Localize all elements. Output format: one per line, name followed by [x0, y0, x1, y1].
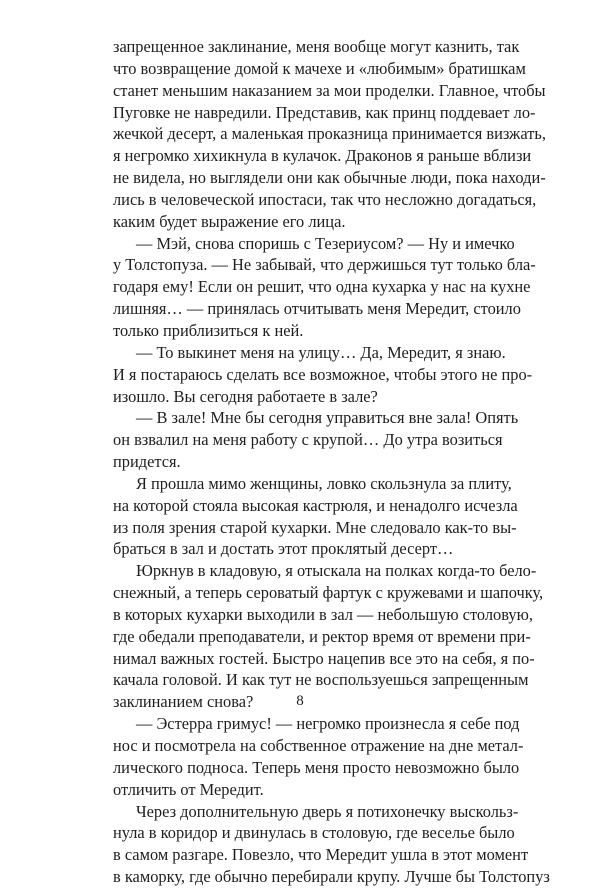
text-line: качала головой. И как тут не воспользуешься запрещенным	[113, 670, 529, 690]
text-line: снежный, а теперь сероватый фартук с кружевами и шапочку,	[113, 583, 544, 603]
text-line: в самом разгаре. Повезло, что Мередит ушла в этот момент	[113, 845, 529, 865]
text-line: Юркнув в кладовую, я отыскала на полках когда-то бело-	[136, 561, 537, 581]
text-line: я негромко хихикнула в кулачок. Драконов я раньше вблизи	[113, 146, 532, 166]
text-line: отличить от Мередит.	[113, 779, 264, 799]
text-line: браться в зал и достать этот проклятый десерт…	[113, 539, 454, 559]
text-line: нимал важных гостей. Быстро нацепив все это на себя, я по-	[113, 648, 535, 668]
text-line: запрещенное заклинание, меня вообще могут казнить, так	[113, 37, 520, 56]
text-line: где обедали преподаватели, и ректор время от времени при-	[113, 626, 531, 646]
text-line: станет меньшим наказанием за мои проделки. Главное, чтобы	[113, 80, 546, 100]
text-line: каким будет выражение его лица.	[113, 211, 346, 231]
text-line: что возвращение домой к мачехе и «любимым» братишкам	[113, 58, 526, 78]
text-line: И я постараюсь сделать все возможное, чтобы этого не про-	[113, 364, 533, 384]
text-line: в которых кухарки выходили в зал — небольшую столовую,	[113, 604, 533, 624]
text-line: лического подноса. Теперь меня просто невозможно было	[113, 757, 520, 777]
page-number: 8	[296, 693, 304, 709]
text-line: жечкой десерт, а маленькая проказница принимается визжать,	[113, 124, 546, 144]
text-line: изошло. Вы сегодня работаете в зале?	[113, 386, 378, 406]
text-line: заклинанием снова?	[113, 692, 254, 712]
text-line: не видела, но выглядели они как обычные люди, пока находи-	[113, 168, 546, 188]
text-line: на которой стояла высокая кастрюля, и ненадолго исчезла	[113, 495, 518, 515]
text-line: Через дополнительную дверь я потихонечку выскольз-	[136, 801, 519, 821]
text-line: лишняя… — принялась отчитывать меня Мередит, стоило	[113, 299, 521, 319]
text-line: у Толстопуза. — Не забывай, что держишься тут только бла-	[113, 255, 536, 275]
text-line: придется.	[113, 452, 181, 472]
text-line: — То выкинет меня на улицу… Да, Мередит, я знаю.	[136, 342, 506, 362]
text-line: только приблизиться к ней.	[113, 320, 304, 340]
text-line: — Мэй, снова споришь с Тезериусом? — Ну и имечко	[136, 233, 515, 253]
text-line: в каморку, где обычно перебирали крупу. Лучше бы Толстопуз	[113, 867, 550, 887]
text-line: он взвалил на меня работу с крупой… До утра возиться	[113, 430, 503, 450]
text-line: Я прошла мимо женщины, ловко скользнула за плиту,	[136, 473, 512, 493]
body-text	[113, 36, 550, 888]
text-line: лись в человеческой ипостаси, так что несложно догадаться,	[113, 189, 537, 209]
text-line: Пуговке не навредили. Представив, как принц поддевает ло-	[113, 102, 536, 122]
text-line: — В зале! Мне бы сегодня управиться вне зала! Опять	[136, 408, 519, 428]
text-line: — Эстерра гримус! — негромко произнесла я себе под	[136, 714, 520, 734]
text-line: нос и посмотрела на собственное отражение на дне метал-	[113, 736, 524, 755]
text-line: годаря ему! Если он решит, что одна кухарка у нас на кухне	[113, 277, 531, 297]
text-line: нула в коридор и двинулась в столовую, где веселье было	[113, 823, 515, 843]
text-line: из поля зрения старой кухарки. Мне следовало как-то вы-	[113, 517, 517, 537]
